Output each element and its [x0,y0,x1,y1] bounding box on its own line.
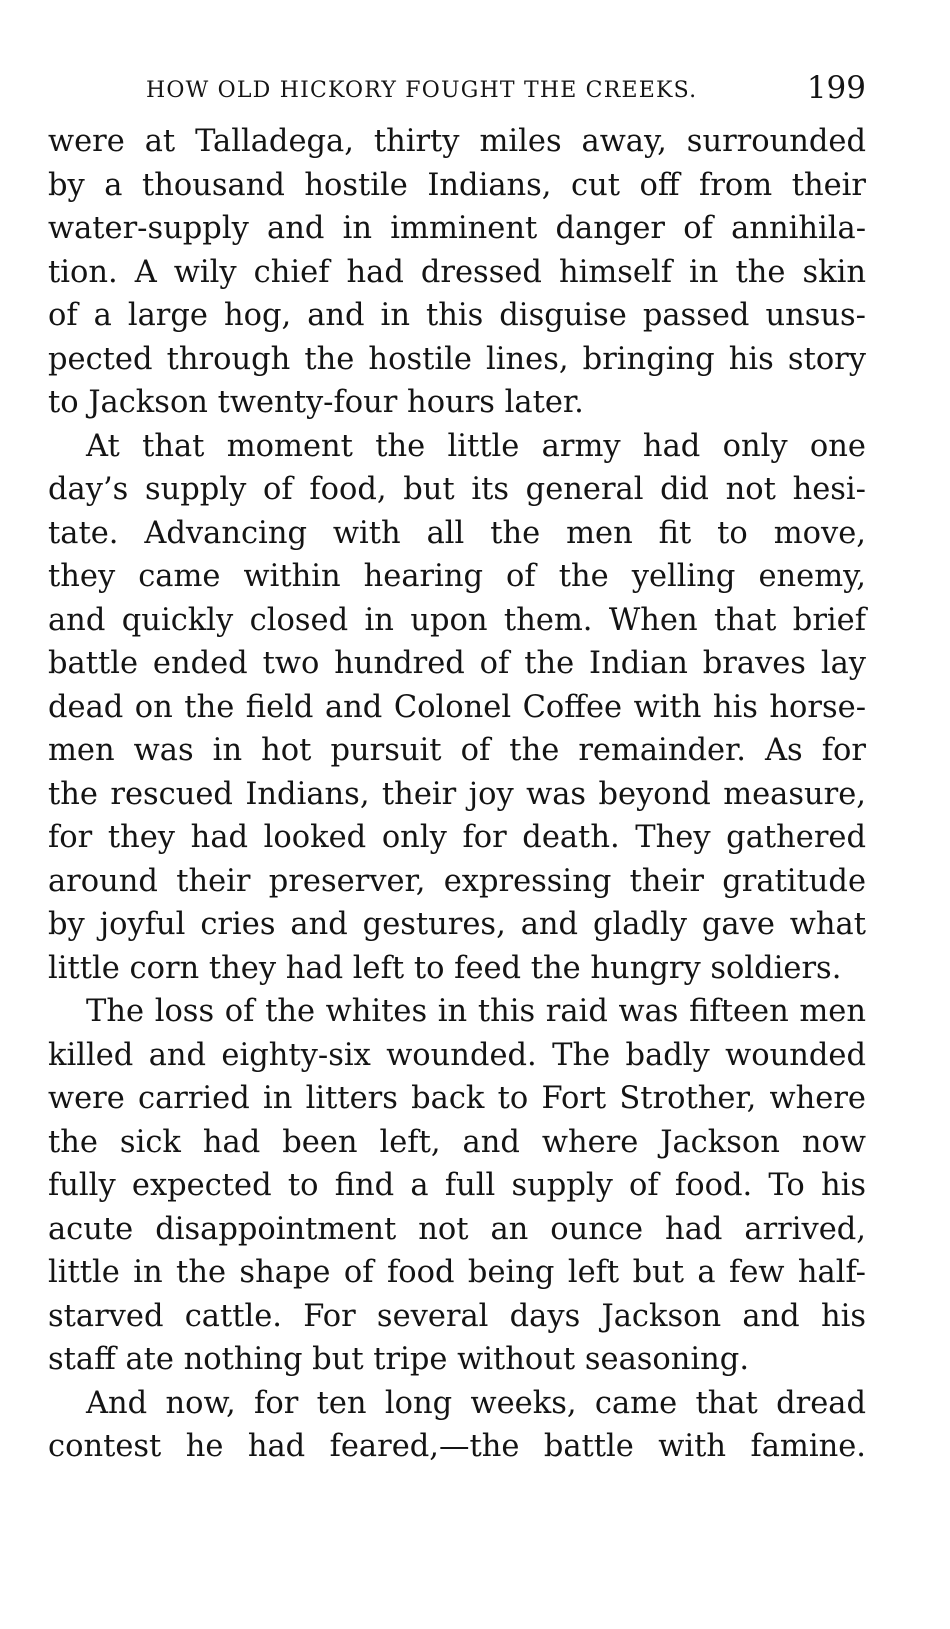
text-line: dead on the field and Colonel Coffee with his horse- [48,689,866,725]
text-line: At that moment the little army had only one [86,428,866,464]
text-line: acute disappointment not an ounce had arrived, [48,1211,866,1247]
text-line: contest he had feared,—the battle with famine. [48,1429,866,1464]
text-line: and quickly closed in upon them. When that brief [48,602,866,638]
text-line: staff ate nothing but tripe without seasoning. [48,1342,750,1377]
page-number: 199 [806,70,866,106]
text-line: they came within hearing of the yelling enemy, [48,559,866,594]
paragraph-2 [48,425,866,991]
text-line: men was in hot pursuit of the remainder. As for [48,733,866,768]
text-line: tate. Advancing with all the men fit to move, [48,515,866,551]
text-line: little corn they had left to feed the hungry soldiers. [48,950,842,986]
text-line: battle ended two hundred of the Indian braves lay [48,646,866,681]
text-line: tion. A wily chief had dressed himself in the skin [48,254,866,290]
text-line: were carried in litters back to Fort Strother, where [48,1081,866,1116]
paragraph-1 [48,120,866,425]
text-line: to Jackson twenty-four hours later. [48,385,584,420]
text-line: around their preserver, expressing their gratitude [48,863,866,899]
text-line: by a thousand hostile Indians, cut off from their [48,167,866,203]
paragraph-4 [48,1382,866,1469]
text-line: pected through the hostile lines, bringing his story [48,341,866,377]
running-header [48,70,866,120]
text-line: little in the shape of food being left but a few half- [48,1255,866,1290]
text-line: The loss of the whites in this raid was fifteen men [86,994,866,1029]
text-line: of a large hog, and in this disguise passed unsus- [48,298,866,333]
text-line: the sick had been left, and where Jackson now [48,1124,866,1160]
text-line: were at Talladega, thirty miles away, surrounded [48,124,866,159]
running-title: HOW OLD HICKORY FOUGHT THE CREEKS. [146,78,698,103]
text-line: day’s supply of food, but its general did not hesi- [48,472,866,507]
text-line: by joyful cries and gestures, and gladly gave what [48,907,866,942]
page-content [48,70,866,1469]
text-line: And now, for ten long weeks, came that dread [86,1385,866,1421]
paragraph-3 [48,990,866,1382]
text-line: water-supply and in imminent danger of annihila- [48,211,866,246]
text-line: the rescued Indians, their joy was beyond measure, [48,776,866,812]
text-line: starved cattle. For several days Jackson and his [48,1298,866,1334]
text-line: for they had looked only for death. They gathered [48,820,866,855]
text-line: killed and eighty-six wounded. The badly wounded [48,1037,866,1073]
text-line: fully expected to find a full supply of food. To his [48,1168,866,1203]
